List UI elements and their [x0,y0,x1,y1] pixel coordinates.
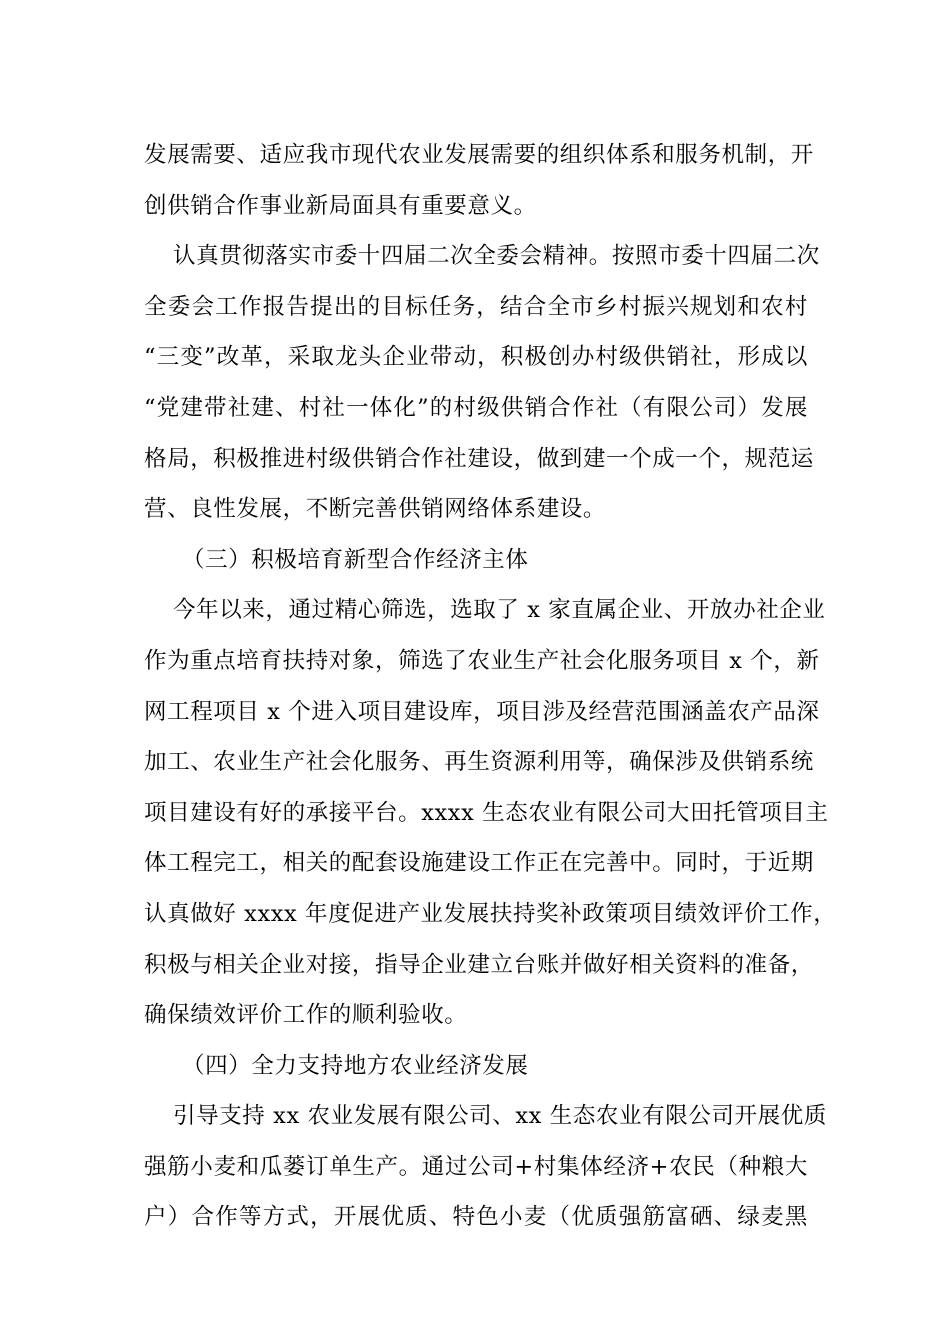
paragraph [144,585,837,1040]
text-line: 全委会工作报告提出的目标任务，结合全市乡村振兴规划和农村 [144,293,808,320]
text-line: “三变”改革，采取龙头企业带动，积极创办村级供销社，形成以 [144,344,808,371]
text-line: 创供销合作事业新局面具有重要意义。 [144,192,537,219]
text-line: 体工程完工，相关的配套设施建设工作正在完善中。同时，于近期 [144,850,814,877]
text-line: 格局，积极推进村级供销合作社建设，做到建一个成一个，规范运 [144,445,814,472]
paragraph [144,231,820,535]
text-line: 强筋小麦和瓜蒌订单生产。通过公司+村集体经济+农民（种粮大 [144,1153,808,1180]
text-line: 引导支持 xx 农业发展有限公司、xx 生态农业有限公司开展优质 [173,1103,827,1130]
text-line: 确保绩效评价工作的顺利验收。 [144,1002,468,1029]
section-heading: （三）积极培育新型合作经济主体 [182,546,529,573]
text-line: 认真做好 xxxx 年度促进产业发展扶持奖补政策项目绩效评价工作， [144,900,837,927]
section-heading: （四）全力支持地方农业经济发展 [182,1052,529,1079]
paragraph [144,1091,827,1243]
paragraph-continuation [144,130,814,231]
text-line: 营、良性发展，不断完善供销网络体系建设。 [144,496,607,523]
text-line: 网工程项目 x 个进入项目建设库，项目涉及经营范围涵盖农产品深 [144,698,820,725]
document-body [144,130,837,1243]
text-line: 积极与相关企业对接，指导企业建立台账并做好相关资料的准备， [144,951,814,978]
text-line: 加工、农业生产社会化服务、再生资源利用等，确保涉及供销系统 [144,749,814,776]
text-line: 项目建设有好的承接平台。xxxx 生态农业有限公司大田托管项目主 [144,799,829,826]
text-line: 今年以来，通过精心筛选，选取了 x 家直属企业、开放办社企业 [173,597,826,624]
text-line: 作为重点培育扶持对象，筛选了农业生产社会化服务项目 x 个，新 [144,647,820,674]
text-line: 认真贯彻落实市委十四届二次全委会精神。按照市委十四届二次 [173,243,820,270]
text-line: “党建带社建、村社一体化”的村级供销合作社（有限公司）发展 [144,394,808,421]
text-line: 户）合作等方式，开展优质、特色小麦（优质强筋富硒、绿麦黑 [144,1204,808,1231]
text-line: 发展需要、适应我市现代农业发展需要的组织体系和服务机制，开 [144,142,814,168]
